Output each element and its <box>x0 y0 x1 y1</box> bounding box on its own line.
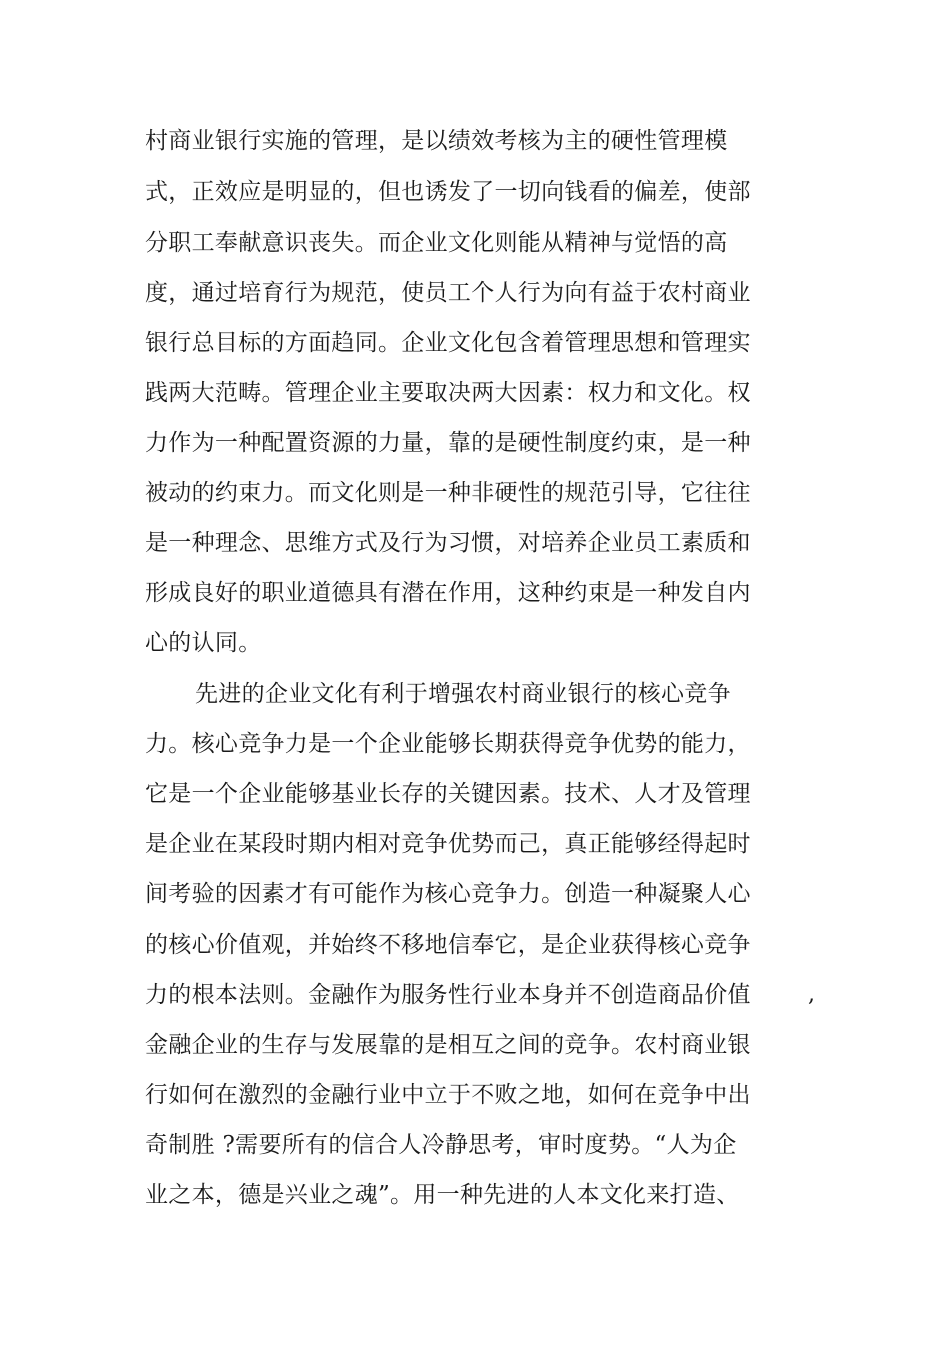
text-line: 它是一个企业能够基业长存的关键因素。技术、人才及管理 <box>145 781 751 807</box>
text-line: 力。核心竞争力是一个企业能够长期获得竞争优势的能力， <box>145 731 751 757</box>
text-line: 式，正效应是明显的，但也诱发了一切向钱看的偏差，使部 <box>145 179 751 205</box>
text-line: 力的根本法则。金融作为服务性行业本身并不创造商品价值 <box>145 982 751 1008</box>
text-line: 行如何在激烈的金融行业中立于不败之地，如何在竞争中出 <box>145 1082 751 1108</box>
text-line: 先进的企业文化有利于增强农村商业银行的核心竞争 <box>195 681 731 707</box>
text-line: 的核心价值观，并始终不移地信奉它，是企业获得核心竞争 <box>145 932 751 958</box>
text-line: 度，通过培育行为规范，使员工个人行为向有益于农村商业 <box>145 280 751 306</box>
text-line: 力作为一种配置资源的力量，靠的是硬性制度约束，是一种 <box>145 430 751 456</box>
text-line: 心的认同。 <box>145 630 262 656</box>
text-line: 间考验的因素才有可能作为核心竞争力。创造一种凝聚人心 <box>145 881 751 907</box>
text-line: 银行总目标的方面趋同。企业文化包含着管理思想和管理实 <box>145 330 751 356</box>
text-line: 是一种理念、思维方式及行为习惯，对培养企业员工素质和 <box>145 530 751 556</box>
text-line: 业之本，德是兴业之魂”。用一种先进的人本文化来打造、 <box>145 1182 740 1208</box>
text-line: 奇制胜 ?需要所有的信合人冷静思考，审时度势。“人为企 <box>145 1132 737 1158</box>
text-line: 村商业银行实施的管理，是以绩效考核为主的硬性管理模 <box>145 128 728 154</box>
text-line: 被动的约束力。而文化则是一种非硬性的规范引导，它往往 <box>145 480 751 506</box>
margin-comma: , <box>808 982 815 1007</box>
text-line: 形成良好的职业道德具有潜在作用，这种约束是一种发自内 <box>145 580 751 606</box>
text-line: 践两大范畴。管理企业主要取决两大因素：权力和文化。权 <box>145 380 751 406</box>
text-line: 分职工奉献意识丧失。而企业文化则能从精神与觉悟的高 <box>145 230 728 256</box>
text-line: 金融企业的生存与发展靠的是相互之间的竞争。农村商业银 <box>145 1032 751 1058</box>
text-line: 是企业在某段时期内相对竞争优势而己，真正能够经得起时 <box>145 831 751 857</box>
